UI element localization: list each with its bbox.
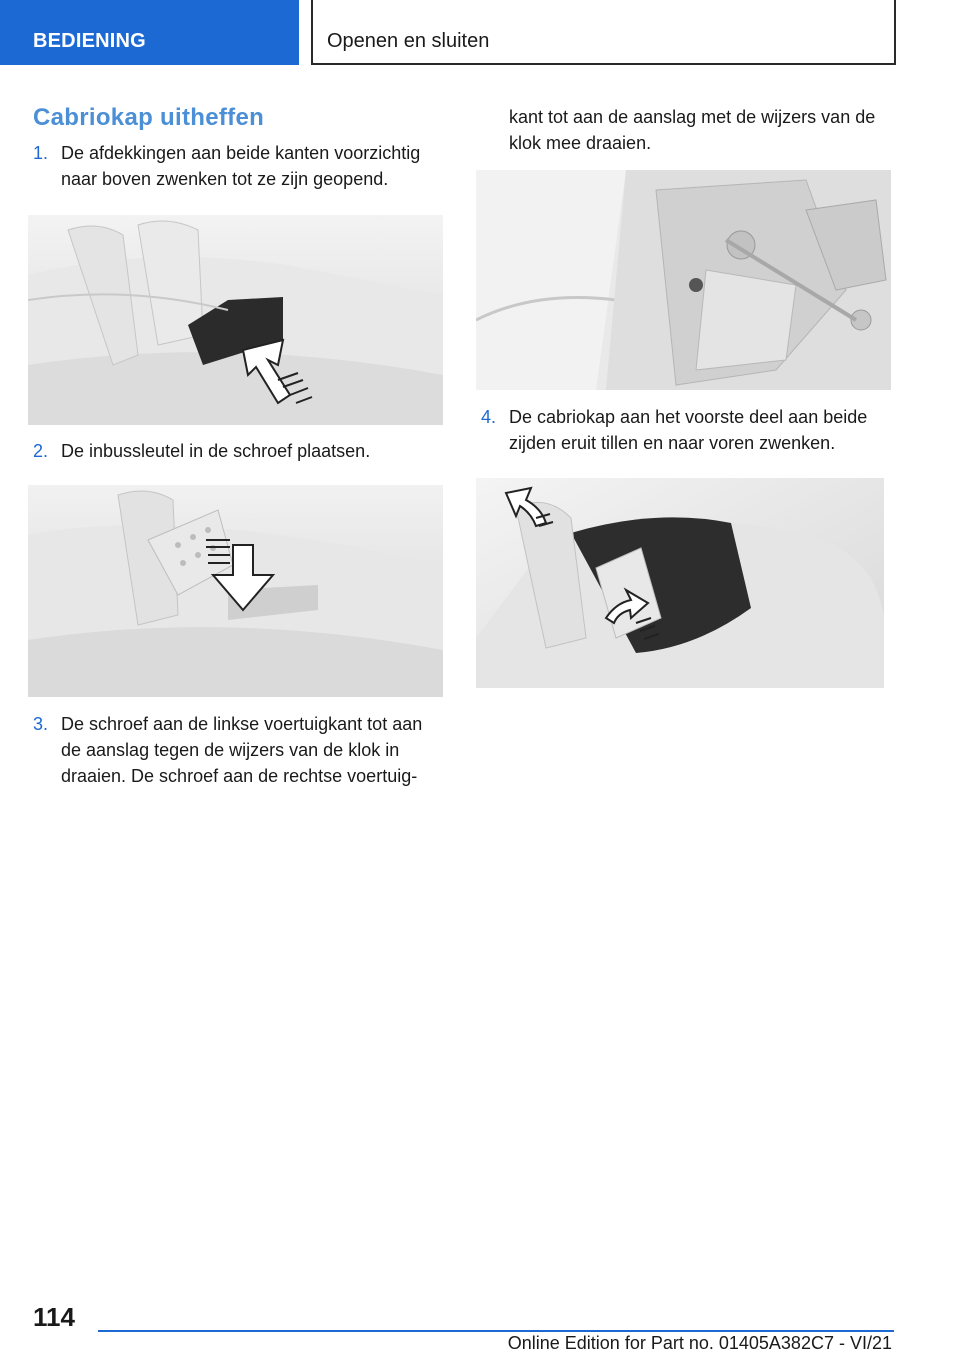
step-2 — [33, 438, 445, 464]
step-number: 1. — [33, 143, 49, 163]
page-number: 114 — [33, 1302, 75, 1332]
chapter-title: Openen en sluiten — [327, 30, 490, 52]
step-text: De schroef aan de linkse voertuigkant tot aan de aanslag tegen de wijzers van de klok in draaien. De schroef aan de rechtse voertuig- — [61, 714, 423, 786]
illustration-hex-key — [28, 485, 443, 697]
chapter-tab — [311, 0, 896, 65]
step-number: 3. — [33, 714, 49, 734]
step-3-continued: kant tot aan de aanslag met de wijzers van de klok mee draaien. — [509, 107, 876, 153]
illustration-roof-lift — [476, 478, 884, 688]
step-3 — [33, 711, 445, 789]
step-number: 4. — [481, 407, 497, 427]
step-4 — [481, 404, 901, 456]
edition-note: Online Edition for Part no. 01405A382C7 - VI/21 — [507, 1333, 892, 1353]
step-number: 2. — [33, 441, 49, 461]
illustration-cover-open — [28, 215, 443, 425]
footer-rule — [98, 1330, 894, 1332]
step-text: De inbussleutel in de schroef plaatsen. — [61, 441, 371, 461]
page-heading: Cabriokap uitheffen — [33, 104, 265, 131]
section-title: BEDIENING — [33, 30, 146, 52]
section-tab — [0, 0, 299, 65]
step-1 — [33, 140, 445, 192]
illustration-screw-mechanism — [476, 170, 891, 390]
step-text: De cabriokap aan het voorste deel aan beide zijden eruit tillen en naar voren zwenken. — [509, 407, 868, 453]
step-text: De afdekkingen aan beide kanten voorzichtig naar boven zwenken tot ze zijn geopend. — [61, 143, 421, 189]
